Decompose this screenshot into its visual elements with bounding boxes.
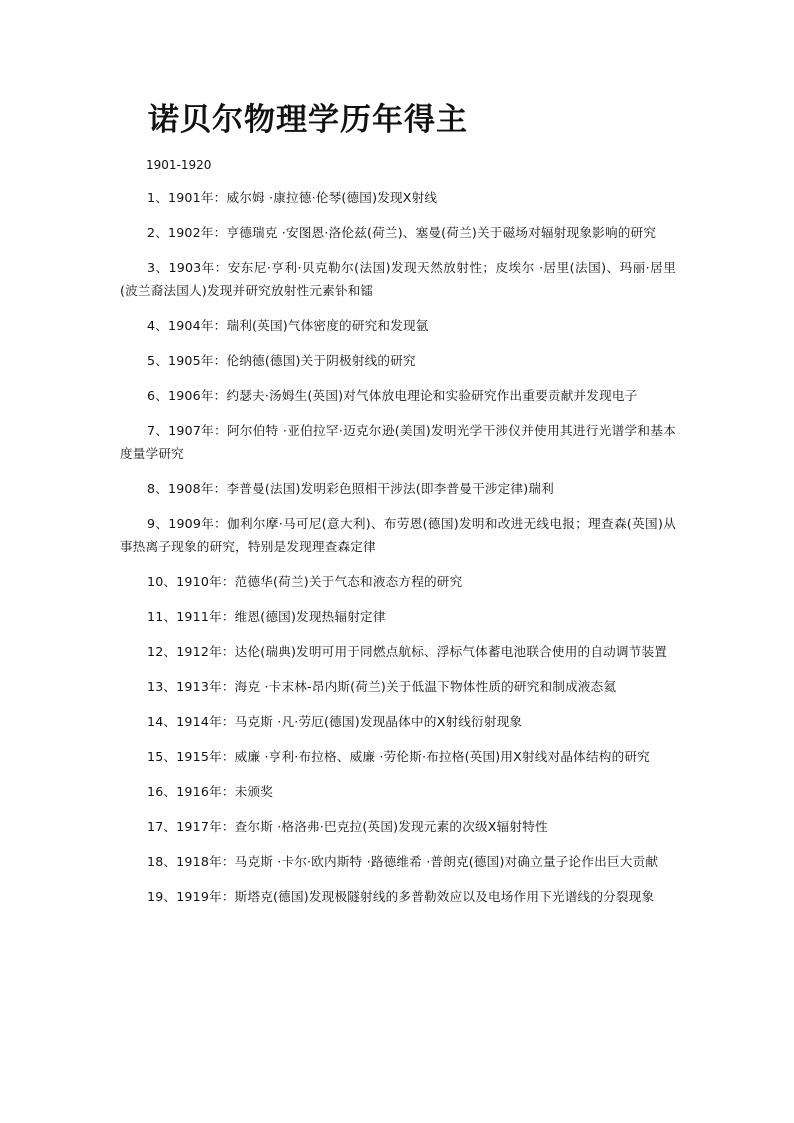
list-item: 12、1912年：达伦(瑞典)发明可用于同燃点航标、浮标气体蓄电池联合使用的自动调节装置 bbox=[147, 644, 668, 659]
list-item: 8、1908年：李普曼(法国)发明彩色照相干涉法(即李普曼干涉定律)瑞利 bbox=[147, 481, 554, 496]
list-item: 1、1901年：威尔姆 ·康拉德·伦琴(德国)发现X射线 bbox=[147, 190, 438, 205]
laureate-list bbox=[120, 186, 676, 920]
list-item: 15、1915年：威廉 ·亨利·布拉格、威廉 ·劳伦斯·布拉格(英国)用X射线对晶体结构的研究 bbox=[147, 749, 650, 764]
list-item: 14、1914年：马克斯 ·凡·劳厄(德国)发现晶体中的X射线衍射现象 bbox=[147, 714, 523, 729]
list-item: 18、1918年：马克斯 ·卡尔·欧内斯特 ·路德维希 ·普朗克(德国)对确立量子论作出巨大贡献 bbox=[147, 854, 659, 869]
list-item: 17、1917年：查尔斯 ·格洛弗·巴克拉(英国)发现元素的次级X辐射特性 bbox=[147, 819, 548, 834]
list-item: 9、1909年：伽利尔摩·马可尼(意大利)、布劳恩(德国)发明和改进无线电报；理查森(英国)从事热离子现象的研究，特别是发现理查森定律 bbox=[120, 516, 676, 554]
list-item: 7、1907年：阿尔伯特 ·亚伯拉罕·迈克尔逊(美国)发明光学干涉仪并使用其进行光谱学和基本度量学研究 bbox=[120, 423, 676, 461]
list-item: 3、1903年：安东尼·亨利·贝克勒尔(法国)发现天然放射性；皮埃尔 ·居里(法国)、玛丽·居里(波兰裔法国人)发现并研究放射性元素钋和镭 bbox=[120, 260, 676, 298]
list-item: 16、1916年：未颁奖 bbox=[147, 784, 274, 799]
list-item: 5、1905年：伦纳德(德国)关于阴极射线的研究 bbox=[147, 353, 416, 368]
list-item: 11、1911年：维恩(德国)发现热辐射定律 bbox=[147, 609, 386, 624]
list-item: 6、1906年：约瑟夫·汤姆生(英国)对气体放电理论和实验研究作出重要贡献并发现电子 bbox=[147, 388, 638, 403]
list-item: 13、1913年：海克 ·卡末林-昂内斯(荷兰)关于低温下物体性质的研究和制成液态氦 bbox=[147, 679, 617, 694]
list-item: 19、1919年：斯塔克(德国)发现极隧射线的多普勒效应以及电场作用下光谱线的分裂现象 bbox=[147, 889, 655, 904]
list-item: 4、1904年：瑞利(英国)气体密度的研究和发现氩 bbox=[147, 318, 429, 333]
page-title: 诺贝尔物理学历年得主 bbox=[148, 102, 468, 138]
list-item: 10、1910年：范德华(荷兰)关于气态和液态方程的研究 bbox=[147, 574, 463, 589]
year-range: 1901-1920 bbox=[146, 158, 212, 172]
list-item: 2、1902年：亨德瑞克 ·安图恩·洛伦兹(荷兰)、塞曼(荷兰)关于磁场对辐射现象影响的研究 bbox=[147, 225, 657, 240]
